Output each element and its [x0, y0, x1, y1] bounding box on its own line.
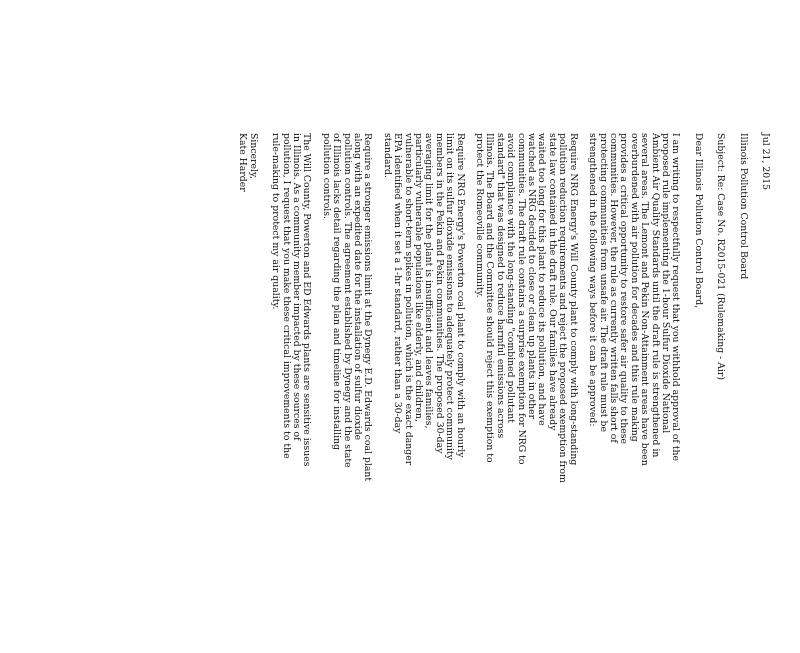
text-line: along with an expedited date for the installation of sulfur dioxide — [352, 133, 363, 441]
letter — [237, 133, 770, 653]
text-line: state law contained in the draft rule. Our families have already — [546, 133, 558, 431]
letter-signature: Kate Harder — [237, 133, 249, 192]
intro-paragraph — [587, 133, 681, 653]
text-line: pollution controls. — [320, 133, 332, 220]
text-line: protect the Romeoville community. — [474, 133, 486, 298]
text-line: pollution controls. The agreement established by Dynegy and the state — [341, 133, 353, 468]
text-line: EPA identified when it set a 1-hr standard, rather than a 30-day — [392, 133, 404, 434]
letter-recipient: Illinois Pollution Control Board — [737, 133, 749, 280]
closing-paragraph — [270, 133, 312, 653]
text-line: pollution, I request that you make these critical improvements to the — [280, 133, 292, 459]
text-line: vulnerable to short-term spikes in pollution, which is the exact danger — [402, 133, 414, 466]
text-line: standard" that was designed to reduce harmful emissions across — [494, 133, 506, 439]
text-line: avoid compliance with the long-standing "combined pollutant — [505, 133, 517, 423]
text-line: rule-making to protect my air quality. — [270, 133, 282, 310]
text-line: protecting communities from unsafe air. The draft rule must be — [597, 133, 609, 432]
text-line: standard. — [381, 133, 393, 178]
text-line: communities. However, the rule as currently written falls short of — [607, 133, 619, 443]
letter-subject: Subject: Re: Case No. R2015-021 (Rulemaking - Air) — [715, 133, 727, 380]
text-line: Require a stronger emissions limit at the Dynegy E.D. Edwards coal plant — [362, 133, 374, 482]
letter-date: Jul 21, 2015 — [760, 133, 771, 191]
text-line: The Will County, Powerton and ED Edwards plants are sensitive issues — [301, 133, 313, 467]
text-line: of Illinois lacks detail regarding the plan and timeline for installing — [331, 133, 343, 451]
text-line: limit on its sulfur dioxide emissions to adequately protect community — [444, 133, 456, 460]
text-line: I am writing to respectfully request that you withhold approval of the — [670, 133, 682, 462]
text-line: in Illinois. As a community member impacted by these sources of — [290, 133, 302, 441]
text-line: overburdened with air pollution for decades and this rule making — [628, 133, 640, 442]
text-line: Require NRG Energy's Will County plant to comply with long-standing — [567, 133, 579, 466]
text-line: Illinois. The Board and the Committee should reject this exemption to — [484, 133, 496, 463]
text-line: pollution reduction requirements and reject the proposed exemption from — [557, 133, 569, 483]
letter-closing: Sincerely, — [247, 133, 259, 179]
text-line: several areas. The Lemont and Pekin Non-Attainment areas have been — [639, 133, 651, 466]
text-line: proposed rule implementing the 1-hour Sulfur Dioxide National — [659, 133, 671, 434]
text-line: Ambient Air Quality Standards until the draft rule is strengthened in — [649, 133, 661, 458]
text-line: particularly vulnerable populations like elderly, and children, — [413, 133, 425, 422]
text-line: watched as NRG decided to close or clean up plants in other — [526, 133, 538, 420]
letter-salutation: Dear Illinois Pollution Control Board, — [692, 133, 704, 309]
will-county-paragraph — [474, 133, 578, 653]
text-line: communities. The draft rule contains a surprise exemption for NRG to — [515, 133, 527, 465]
powerton-paragraph — [381, 133, 464, 653]
text-line: members in the Pekin and Pekin communities. The proposed 30-day — [433, 133, 445, 454]
edwards-paragraph — [320, 133, 372, 653]
text-line: Require NRG Energy's Powerton coal plant to comply with an hourly — [454, 133, 466, 458]
text-line: strengthened in the following ways before it can be approved: — [587, 133, 599, 427]
text-line: averaging limit for the plant is insufficient and leaves families, — [423, 133, 435, 429]
text-line: waited too long for this plant to reduce its pollution, and have — [536, 133, 548, 426]
text-line: provides a critical opportunity to restore safer air quality to these — [618, 133, 630, 445]
